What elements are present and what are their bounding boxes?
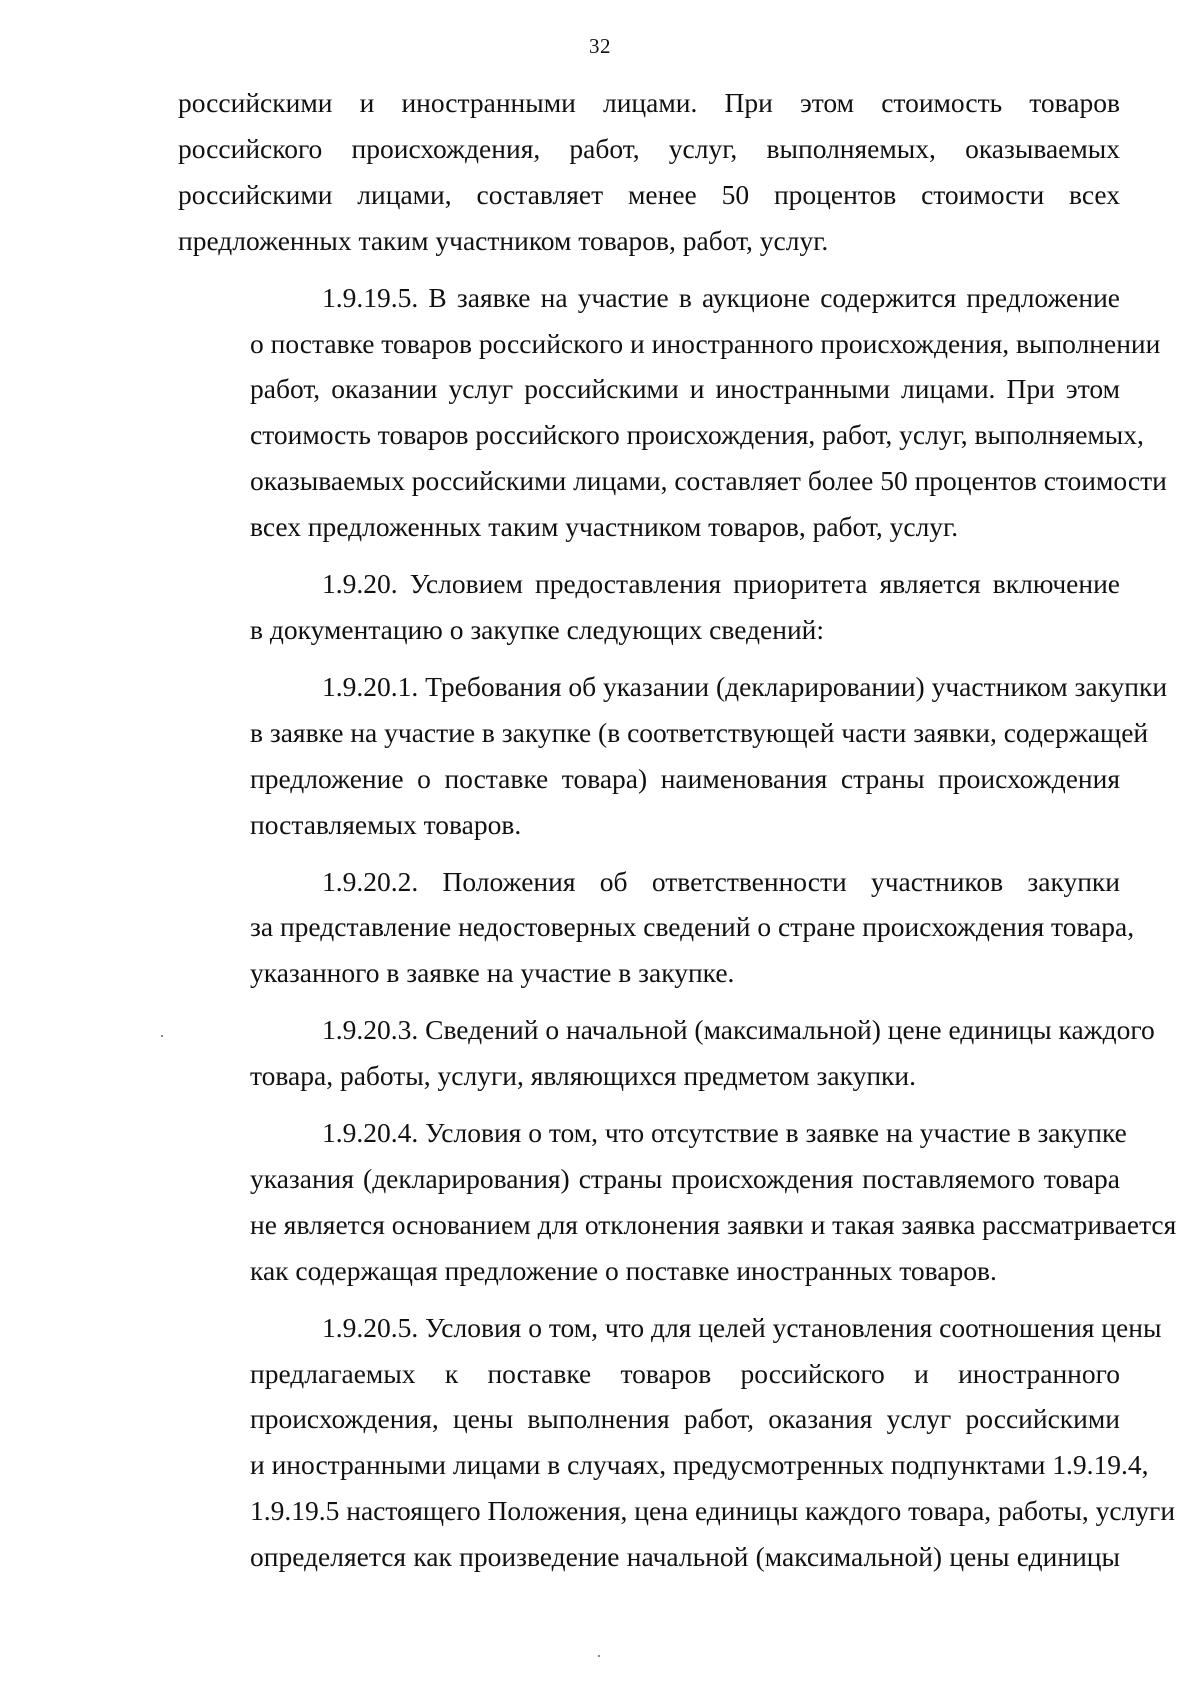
paragraph [178, 561, 1120, 653]
text-line: работ, оказании услуг российскими и иностранными лицами. При этом [250, 373, 1120, 405]
text-line: происхождения, цены выполнения работ, оказания услуг российскими [250, 1403, 1120, 1435]
text-line: в документацию о закупке следующих сведений: [250, 613, 825, 645]
text-line: предлагаемых к поставке товаров российского и иностранного [250, 1357, 1120, 1389]
page-number: 32 [589, 34, 611, 58]
paragraph [178, 80, 1120, 264]
text-line: всех предложенных таким участником товаров, работ, услуг. [250, 511, 959, 543]
scan-speck [161, 1035, 163, 1037]
text-line: 1.9.20.4. Условия о том, что отсутствие в заявке на участие в закупке [322, 1117, 1127, 1149]
text-line: 1.9.20.5. Условия о том, что для целей установления соотношения цены [322, 1311, 1162, 1343]
text-line: оказываемых российскими лицами, составляет более 50 процентов стоимости [250, 465, 1167, 497]
scan-speck [598, 1655, 600, 1657]
text-line: о поставке товаров российского и иностранного происхождения, выполнении [250, 327, 1161, 359]
text-line: в заявке на участие в закупке (в соответствующей части заявки, содержащей [250, 716, 1149, 748]
text-line: за представление недостоверных сведений о стране происхождения товара, [250, 911, 1135, 943]
text-line: 1.9.20.1. Требования об указании (декларировании) участником закупки [322, 670, 1168, 702]
paragraph [178, 1110, 1177, 1294]
text-line: указания (декларирования) страны происхождения поставляемого товара [250, 1162, 1120, 1194]
text-line: 1.9.20.2. Положения об ответственности участников закупки [322, 865, 1120, 897]
text-line: 1.9.19.5 настоящего Положения, цена единицы каждого товара, работы, услуги [250, 1495, 1176, 1527]
text-line: российскими и иностранными лицами. При этом стоимость товаров [178, 87, 1120, 118]
text-line: стоимость товаров российского происхождения, работ, услуг, выполняемых, [250, 419, 1144, 451]
text-line: предложение о поставке товара) наименования страны происхождения [250, 762, 1120, 794]
paragraph [178, 1007, 1155, 1099]
text-line: 1.9.20. Условием предоставления приоритета является включение [322, 568, 1120, 600]
paragraph [178, 664, 1168, 848]
text-line: российскими лицами, составляет менее 50 процентов стоимости всех [178, 178, 1120, 210]
text-line: российского происхождения, работ, услуг, выполняемых, оказываемых [178, 132, 1120, 164]
text-line: как содержащая предложение о поставке иностранных товаров. [250, 1254, 997, 1286]
text-line: 1.9.19.5. В заявке на участие в аукционе содержится предложение [322, 281, 1120, 313]
text-line: 1.9.20.3. Сведений о начальной (максимальной) цене единицы каждого [322, 1014, 1155, 1046]
text-line: товара, работы, услуги, являющихся предметом закупки. [250, 1060, 916, 1092]
paragraph [178, 275, 1167, 550]
text-line: определяется как произведение начальной (максимальной) цены единицы [250, 1541, 1120, 1573]
text-line: поставляемых товаров. [250, 808, 522, 840]
text-line: указанного в заявке на участие в закупке. [250, 957, 735, 989]
text-line: и иностранными лицами в случаях, предусмотренных подпунктами 1.9.19.4, [250, 1449, 1149, 1481]
document-body [178, 80, 1177, 1580]
paragraph [178, 859, 1135, 997]
text-line: предложенных таким участником товаров, работ, услуг. [178, 224, 829, 256]
text-line: не является основанием для отклонения заявки и такая заявка рассматривается [250, 1208, 1177, 1240]
paragraph [178, 1305, 1176, 1580]
